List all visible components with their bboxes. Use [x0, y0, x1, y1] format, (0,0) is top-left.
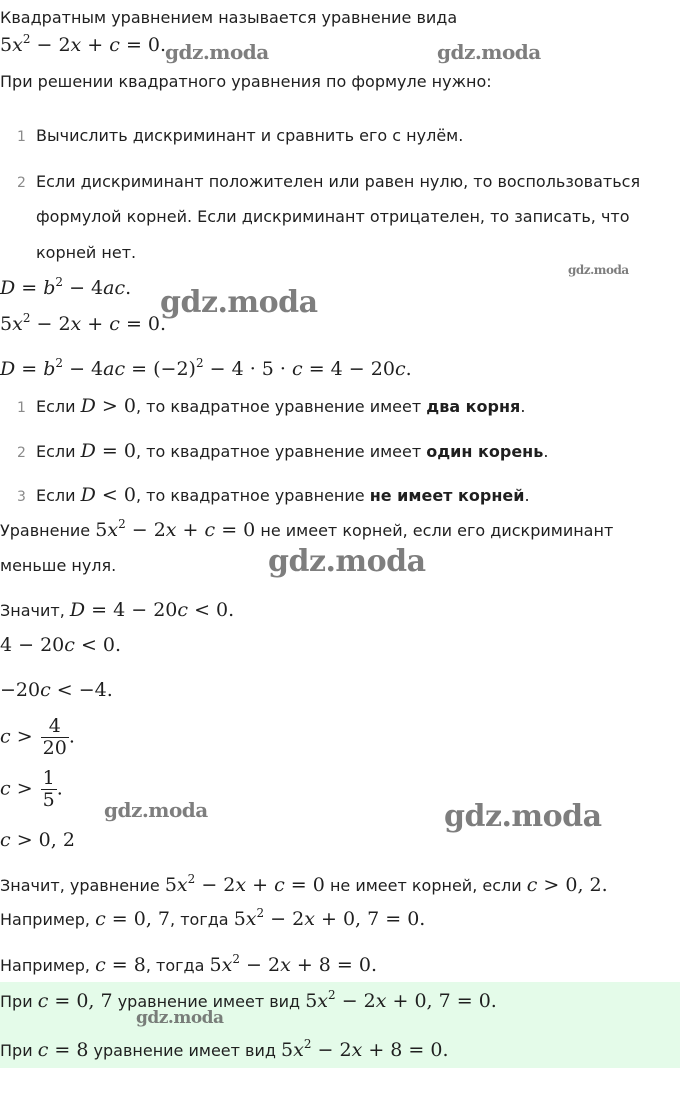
- list-marker: 2: [17, 445, 26, 461]
- step-2-line-2: формулой корней. Если дискриминант отрицателен, то записать, что: [36, 207, 630, 226]
- step-text: Вычислить дискриминант и сравнить его с нулём.: [36, 126, 464, 145]
- inequality-4: c > $\frac{4}{20}$ .: [0, 715, 75, 759]
- statement-line-2: меньше нуля.: [0, 556, 117, 575]
- case-2: 2 Если D = 0, то квадратное уравнение имеет один корень.: [0, 441, 548, 463]
- discriminant-calc: $D = b^2 - 4ac = (-2)^2 - 4 \cdot 5 \cdot c = 4 - 20c$.: [0, 356, 412, 380]
- emphasis: два корня: [426, 397, 521, 416]
- watermark: gdz.moda: [104, 798, 208, 822]
- equation-repeat: $5x^2 - 2x + c = 0$.: [0, 311, 167, 335]
- case-1: 1 Если D > 0, то квадратное уравнение имеет два корня.: [0, 396, 525, 418]
- inequality-5: c > $\frac{1}{5}$ .: [0, 767, 63, 811]
- example-2: Например, c = 8, тогда $5x^2 - 2x + 8 = 0$.: [0, 952, 377, 976]
- list-marker: 1: [17, 129, 26, 145]
- answer-1: При c = 0, 7 уравнение имеет вид $5x^2 - 2x + 0$, 7 = 0.: [0, 988, 497, 1012]
- list-marker: 2: [17, 175, 26, 191]
- list-marker: 1: [17, 400, 26, 416]
- watermark: gdz.moda: [136, 1008, 224, 1028]
- equation-general: $5x^2 - 2x + c = 0$.: [0, 32, 167, 56]
- inequality-1: Значит, D = 4 − 20c < 0.: [0, 599, 235, 621]
- emphasis: один корень: [426, 442, 544, 461]
- step-text: Если дискриминант положителен или равен нулю, то воспользоваться: [36, 172, 641, 191]
- emphasis: не имеет корней: [369, 486, 525, 505]
- discriminant-formula: $D = b^2 - 4ac$.: [0, 275, 132, 299]
- intro-line-1: Квадратным уравнением называется уравнение вида: [0, 8, 458, 27]
- watermark: gdz.moda: [437, 40, 541, 64]
- inequality-3: −20c < −4.: [0, 679, 113, 701]
- answer-2: При c = 8 уравнение имеет вид $5x^2 - 2x + 8 = 0$.: [0, 1037, 449, 1061]
- inequality-6: c > 0, 2: [0, 829, 75, 851]
- step-1: [0, 126, 463, 147]
- intro-line-3: При решении квадратного уравнения по формуле нужно:: [0, 72, 492, 91]
- watermark: gdz.moda: [444, 799, 602, 834]
- watermark: gdz.moda: [160, 285, 318, 320]
- watermark: gdz.moda: [568, 263, 629, 277]
- conclusion: Значит, уравнение $5x^2 - 2x + c = 0$ не имеет корней, если c > 0, 2.: [0, 872, 608, 896]
- case-3: 3 Если D < 0, то квадратное уравнение не имеет корней.: [0, 485, 530, 507]
- list-marker: 3: [17, 489, 26, 505]
- step-2: [0, 172, 640, 193]
- watermark: gdz.moda: [165, 40, 269, 64]
- inequality-2: 4 − 20c < 0.: [0, 634, 122, 656]
- step-2-line-3: корней нет.: [36, 243, 137, 262]
- watermark: gdz.moda: [268, 544, 426, 579]
- statement-line-1: Уравнение $5x^2 - 2x + c = 0$ не имеет корней, если его дискриминант: [0, 517, 614, 541]
- example-1: Например, c = 0, 7, тогда $5x^2 - 2x + 0$, 7 = 0.: [0, 906, 426, 930]
